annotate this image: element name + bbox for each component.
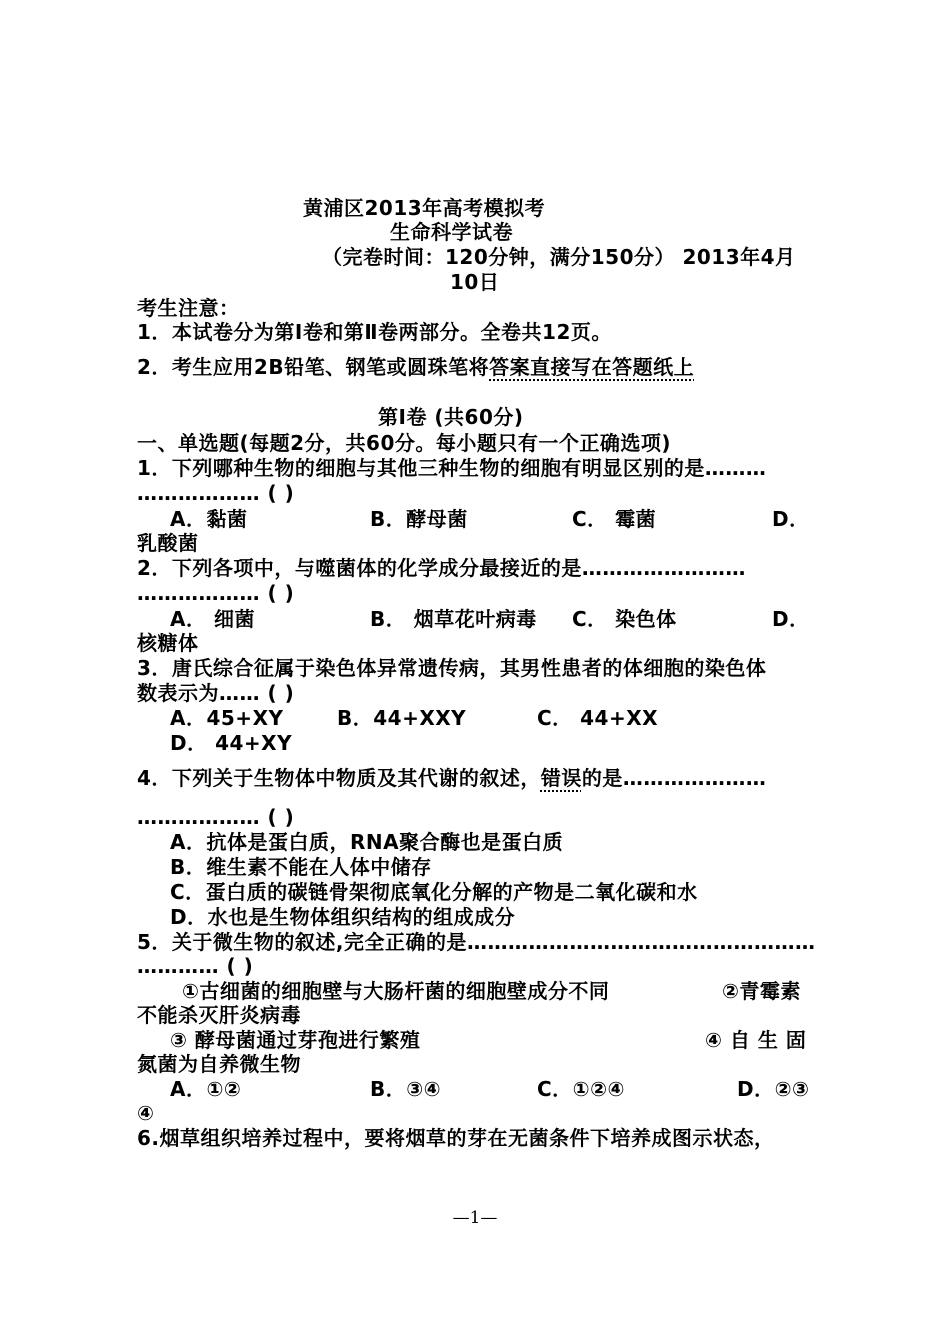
q6-stem: 6.烟草组织培养过程中，要将烟草的芽在无菌条件下培养成图示状态， <box>137 1126 775 1150</box>
q4-stem-cont: ……………… ( ) <box>137 805 295 829</box>
q1-option-d: D． <box>772 507 810 531</box>
q5-statement-3: ③ 酵母菌通过芽孢进行繁殖 <box>170 1028 421 1052</box>
exam-date-cont: 10日 <box>450 270 500 294</box>
q1-option-b: B．酵母菌 <box>370 507 468 531</box>
q5-stem-cont: ………… ( ) <box>137 954 254 978</box>
q5-option-b: B．③④ <box>370 1077 442 1101</box>
q3-option-d: D． 44+XY <box>170 731 293 755</box>
notice-item-2-text: 2．考生应用2B铅笔、钢笔或圆珠笔将 <box>137 355 490 379</box>
q4-option-d: D．水也是生物体组织结构的组成成分 <box>170 905 516 929</box>
notice-item-2 <box>137 355 694 379</box>
q4-stem-emphasis: 错误 <box>540 766 582 790</box>
q2-option-c: C． 染色体 <box>572 607 677 631</box>
q3-option-a: A．45+XY <box>170 706 284 730</box>
q5-option-a: A．①② <box>170 1077 242 1101</box>
q4-stem <box>137 766 766 790</box>
exam-time-info: （完卷时间：120分钟，满分150分） 2013年4月 <box>322 245 796 269</box>
q5-option-d: D．②③ <box>737 1077 810 1101</box>
q3-stem: 3．唐氏综合征属于染色体异常遗传病，其男性患者的体细胞的染色体 <box>137 656 767 680</box>
q1-option-a: A．黏菌 <box>170 507 248 531</box>
q2-stem: 2．下列各项中，与噬菌体的化学成分最接近的是…………………… <box>137 556 746 580</box>
q5-statement-2-cont: 不能杀灭肝炎病毒 <box>137 1003 301 1027</box>
q5-option-d-cont: ④ <box>137 1101 155 1125</box>
q2-option-a: A． 细菌 <box>170 607 255 631</box>
q1-option-d-cont: 乳酸菌 <box>137 531 199 555</box>
page-number: —1— <box>452 1208 498 1228</box>
q4-stem-text: 4．下列关于生物体中物质及其代谢的叙述， <box>137 766 541 790</box>
q5-statement-4-cont: 氮菌为自养微生物 <box>137 1052 301 1076</box>
q3-option-c: C． 44+XX <box>537 706 659 730</box>
q3-stem-cont: 数表示为…… ( ) <box>137 681 295 705</box>
q5-stem: 5．关于微生物的叙述,完全正确的是…………………………………………… <box>137 930 816 954</box>
q4-option-a: A．抗体是蛋白质，RNA聚合酶也是蛋白质 <box>170 830 564 854</box>
q2-stem-cont: ……………… ( ) <box>137 581 295 605</box>
q5-statement-1: ①古细菌的细胞壁与大肠杆菌的细胞壁成分不同 <box>182 979 610 1003</box>
notice-item-2-emphasis: 答案直接写在答题纸上 <box>489 355 695 379</box>
q2-option-d: D． <box>772 607 810 631</box>
notice-item-1: 1．本试卷分为第Ⅰ卷和第Ⅱ卷两部分。全卷共12页。 <box>137 320 612 344</box>
q5-statement-4: ④ 自 生 固 <box>705 1028 807 1052</box>
q2-option-b: B． 烟草花叶病毒 <box>370 607 537 631</box>
exam-subtitle: 生命科学试卷 <box>390 220 513 244</box>
section-title: 第Ⅰ卷 (共60分) <box>378 405 524 429</box>
q2-option-d-cont: 核糖体 <box>137 631 199 655</box>
q3-option-b: B．44+XXY <box>337 706 467 730</box>
q5-statement-2: ②青霉素 <box>722 979 801 1003</box>
q1-stem: 1．下列哪种生物的细胞与其他三种生物的细胞有明显区别的是……… <box>137 456 767 480</box>
q5-option-c: C．①②④ <box>537 1077 625 1101</box>
q1-stem-cont: ……………… ( ) <box>137 481 295 505</box>
q4-stem-text-end: 的是………………… <box>581 766 767 790</box>
exam-title: 黄浦区2013年高考模拟考 <box>303 196 546 220</box>
section-instruction: 一、单选题(每题2分，共60分。每小题只有一个正确选项) <box>137 431 672 455</box>
q1-option-c: C． 霉菌 <box>572 507 657 531</box>
notice-heading: 考生注意： <box>137 296 240 320</box>
q4-option-b: B．维生素不能在人体中储存 <box>170 855 432 879</box>
q4-option-c: C．蛋白质的碳链骨架彻底氧化分解的产物是二氧化碳和水 <box>170 880 698 904</box>
